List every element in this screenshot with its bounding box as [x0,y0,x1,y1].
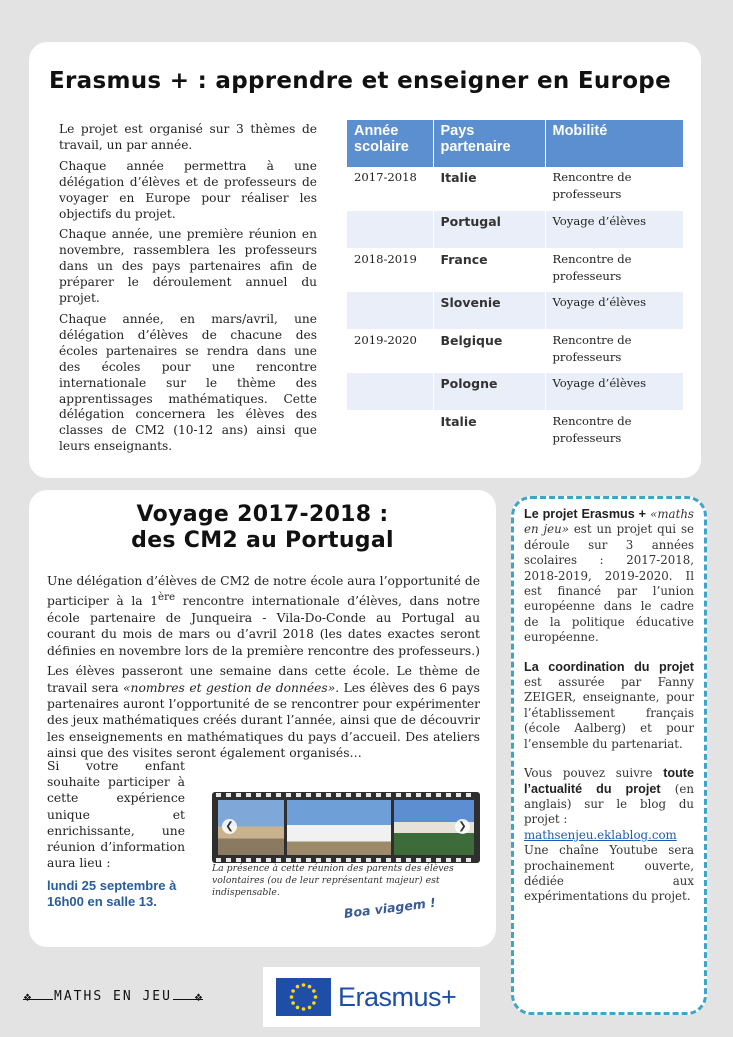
logo-ornament: ❖ [194,993,203,1004]
eu-star-icon [308,985,312,989]
text-run: rencontre internationale d’élèves, dans notre école partenaire de Junqueira - Vila-Do-Conde au Portugal au courant du mois de mars ou d’avril 2018 (les dates exactes seront définies en novembre lors de la première rencontre des professeurs.) [47,594,481,658]
cell-mobility: Rencontre de professeurs [545,248,684,291]
cell-country: Portugal [433,210,545,248]
cell-mobility: Voyage d’élèves [545,291,684,329]
trip-title-line2: des CM2 au Portugal [131,528,394,553]
table-row [347,372,684,410]
maths-logo-text: MATHS EN JEU [54,989,172,1004]
intro-paragraph: Chaque année, en mars/avril, une délégation d’élèves de chacune des écoles partenaires se rendra dans une des écoles pour une rencontre internationale sur le thème des apprentissages mathématiques. Cette délégation concernera les élèves des classes de CM2 (10-12 ans) ainsi que leurs enseignants. [59,311,317,454]
chevron-right-icon[interactable]: ❯ [455,819,470,834]
intro-paragraph: Le projet est organisé sur 3 thèmes de travail, un par année. [59,122,317,152]
cell-year [347,372,433,410]
eu-star-icon [296,985,300,989]
film-sprockets [216,858,476,862]
table-row [347,291,684,329]
cell-country: Slovenie [433,291,545,329]
intro-text [59,122,317,460]
photo-caption: La présence à cette réunion des parents des élèves volontaires (ou de leur représentant majeur) est indispensable. [212,863,454,898]
eu-star-icon [302,1007,306,1011]
project-coordination [524,660,694,752]
eu-star-icon [296,1006,300,1010]
superscript: ère [158,591,176,604]
text-run: est un projet qui se déroule sur 3 années scolaires : 2017-2018, 2018-2019, 2019-2020. Il est financé par l’union européenne dans le cadre de la politique éducative européenne. [524,522,694,645]
cell-year [347,291,433,329]
eu-star-icon [308,1006,312,1010]
film-sprockets [216,793,476,797]
cell-year: 2018-2019 [347,248,433,291]
text-run: (en anglais) sur le blog du projet : [524,781,694,827]
table-row [347,248,684,291]
text-run: est assurée par Fanny ZEIGER, enseignante, pour l’établissement français (école Aalberg) et pour l’ensemble du partenariat. [524,675,694,751]
meeting-invitation: Si votre enfant souhaite participer à cette expérience unique et enrichissante, une réunion d’information aura lieu : [47,759,185,871]
cell-country: Italie [433,410,545,453]
header-annee: Année scolaire [347,120,433,167]
table-row [347,329,684,372]
cell-mobility: Voyage d’élèves [545,372,684,410]
logo-ornament: ❖ [23,993,32,1004]
table-row [347,210,684,248]
text-run: Vous pouvez suivre [524,766,664,781]
text-run: Une délégation d’élèves de CM2 de notre école aura l’opportunité de participer à la 1 [47,574,480,609]
cell-year: 2017-2018 [347,167,433,210]
text-run: Le projet Erasmus + [524,507,646,521]
eu-star-icon [314,995,318,999]
trip-body [47,573,480,766]
school-photo [287,800,391,855]
trip-title [29,502,496,554]
table-row [347,410,684,453]
eu-star-icon [291,1001,295,1005]
eu-flag-icon [276,978,331,1016]
erasmus-plus-logo [263,967,480,1027]
erasmus-logo-text: Erasmus+ [338,982,457,1012]
intro-paragraph: Chaque année, une première réunion en novembre, rassemblera les professeurs dans un des pays partenaires afin de préparer le déroulement annuel du projet. [59,227,317,306]
table-row [347,167,684,210]
project-info-text [524,507,694,919]
farewell-text: Boa viagem ! [343,894,437,921]
eu-star-icon [312,989,316,993]
cell-country: Belgique [433,329,545,372]
cell-year [347,410,433,453]
eu-star-icon [291,989,295,993]
top-card [29,42,701,478]
text-run: La coordination du projet [524,659,694,674]
cell-country: Italie [433,167,545,210]
trip-paragraph-2 [47,663,480,761]
cell-mobility: Rencontre de professeurs [545,167,684,210]
blog-link[interactable]: mathsenjeu.eklablog.com [524,827,677,842]
theme-emphasis: «nombres et gestion de données» [123,680,336,695]
project-description [524,507,694,646]
eu-star-icon [290,995,294,999]
cell-mobility: Rencontre de professeurs [545,329,684,372]
text-run: «maths en jeu» [524,507,694,537]
header-pays: Pays partenaire [433,120,545,167]
header-mobilite: Mobilité [545,120,684,167]
text-run: Les élèves passeront une semaine dans cette école. Le thème de travail sera [47,664,480,695]
intro-paragraph: Chaque année permettra à une délégation d’élèves et de professeurs de voyager en Europe pour réaliser les objectifs du projet. [59,158,317,221]
cell-year: 2019-2020 [347,329,433,372]
maths-en-jeu-logo [23,983,203,1017]
trip-title-line1: Voyage 2017-2018 : [136,502,389,527]
trip-card [29,490,496,947]
text-run: Une chaîne Youtube sera prochainement ouverte, dédiée aux expérimentations du projet. [524,843,694,904]
cell-mobility: Rencontre de professeurs [545,410,684,453]
text-run: . Les élèves des 6 pays partenaires auront l’opportunité de se rencontrer pour expérimenter des jeux mathématiques créés durant l’année, ainsi que de découvrir les enseignements en mathématiques du pays d’accueil. Des ateliers ainsi que des visites seront également organisés… [47,680,480,761]
cell-country: Pologne [433,372,545,410]
table-header-row [347,120,684,167]
cell-country: France [433,248,545,291]
eu-star-icon [312,1001,316,1005]
cell-year [347,210,433,248]
cell-mobility: Voyage d’élèves [545,210,684,248]
page-title: Erasmus + : apprendre et enseigner en Europe [49,68,671,94]
mobility-schedule-table [347,120,684,454]
chevron-left-icon[interactable]: ❮ [222,819,237,834]
eu-star-icon [302,983,306,987]
trip-paragraph-1 [47,573,480,659]
project-follow [524,766,694,905]
photo-slideshow[interactable] [212,792,480,863]
project-info-card [511,496,707,1015]
text-run: toute l’actualité du projet [524,766,694,796]
meeting-datetime: lundi 25 septembre à 16h00 en salle 13. [47,878,177,909]
